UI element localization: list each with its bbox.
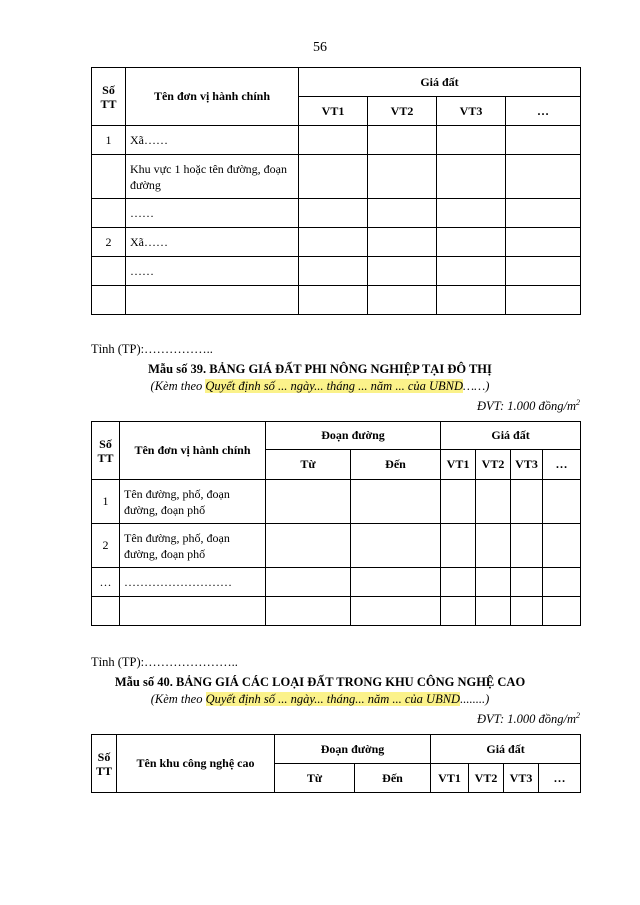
header-more: … [543, 450, 581, 480]
form-40-attachment-note: (Kèm theo Quyết định số ... ngày... tháng... năm ... của UBND........) [150, 692, 490, 706]
row-name: …… [126, 199, 299, 228]
header-land-price: Giá đất [299, 68, 581, 97]
page-number: 56 [313, 40, 327, 55]
row-name: Tên đường, phố, đoạn đường, đoạn phố [120, 524, 266, 568]
table-row [92, 126, 581, 155]
header-admin-unit-name: Tên đơn vị hành chính [120, 422, 266, 480]
header-road-segment: Đoạn đường [266, 422, 441, 450]
header-land-price: Giá đất [431, 735, 581, 764]
row-stt [92, 597, 120, 626]
table-row [92, 568, 581, 597]
header-vt1: VT1 [441, 450, 476, 480]
hitech-zone-land-price-table [91, 734, 581, 793]
header-road-segment: Đoạn đường [275, 735, 431, 764]
row-name: Xã…… [126, 126, 299, 155]
table-row [92, 480, 581, 524]
form-39-attachment-note: (Kèm theo Quyết định số ... ngày... tháng ... năm ... của UBND……) [150, 379, 490, 393]
row-name: Tên đường, phố, đoạn đường, đoạn phố [120, 480, 266, 524]
row-stt: 2 [92, 524, 120, 568]
row-stt: 2 [92, 228, 126, 257]
header-vt3: VT3 [437, 97, 506, 126]
row-stt: … [92, 568, 120, 597]
header-stt: Số TT [92, 422, 120, 480]
row-stt [92, 155, 126, 199]
row-stt: 1 [92, 126, 126, 155]
table-row [92, 286, 581, 315]
table-row [92, 597, 581, 626]
header-stt: Số TT [92, 68, 126, 126]
form-40-title: Mẫu số 40. BẢNG GIÁ CÁC LOẠI ĐẤT TRONG KHU CÔNG NGHỆ CAO [114, 675, 526, 689]
row-name: ……………………… [120, 568, 266, 597]
admin-unit-price-table [91, 67, 581, 315]
header-admin-unit-name: Tên đơn vị hành chính [126, 68, 299, 126]
table-row [92, 524, 581, 568]
header-more: … [506, 97, 581, 126]
header-vt3: VT3 [511, 450, 543, 480]
header-vt2: VT2 [368, 97, 437, 126]
province-label: Tỉnh (TP):………………….. [91, 655, 238, 669]
row-stt: 1 [92, 480, 120, 524]
header-to: Đến [355, 764, 431, 793]
header-hitech-zone-name: Tên khu công nghệ cao [117, 735, 275, 793]
row-name [126, 286, 299, 315]
row-stt [92, 286, 126, 315]
header-from: Từ [266, 450, 351, 480]
province-label: Tỉnh (TP):…………….. [91, 342, 213, 356]
unit-label: ĐVT: 1.000 đồng/$m^2$ [477, 711, 580, 727]
header-land-price: Giá đất [441, 422, 581, 450]
row-name [120, 597, 266, 626]
table-row [92, 228, 581, 257]
decision-highlight: Quyết định số ... ngày... tháng... năm ... của UBND [205, 692, 461, 706]
header-from: Từ [275, 764, 355, 793]
table-row [92, 199, 581, 228]
form-39-title: Mẫu số 39. BẢNG GIÁ ĐẤT PHI NÔNG NGHIỆP TẠI ĐÔ THỊ [148, 362, 492, 376]
header-stt: Số TT [92, 735, 117, 793]
row-name: Khu vực 1 hoặc tên đường, đoạn đường [126, 155, 299, 199]
header-vt2: VT2 [469, 764, 504, 793]
urban-nonagri-land-price-table [91, 421, 581, 626]
row-name: …… [126, 257, 299, 286]
header-vt1: VT1 [431, 764, 469, 793]
header-more: … [539, 764, 581, 793]
row-stt [92, 199, 126, 228]
header-vt3: VT3 [504, 764, 539, 793]
row-name: Xã…… [126, 228, 299, 257]
header-vt2: VT2 [476, 450, 511, 480]
unit-label: ĐVT: 1.000 đồng/$m^2$ [477, 398, 580, 414]
table-row [92, 257, 581, 286]
row-stt [92, 257, 126, 286]
table-row [92, 155, 581, 199]
decision-highlight: Quyết định số ... ngày... tháng ... năm ... của UBND [205, 379, 464, 393]
header-vt1: VT1 [299, 97, 368, 126]
header-to: Đến [351, 450, 441, 480]
